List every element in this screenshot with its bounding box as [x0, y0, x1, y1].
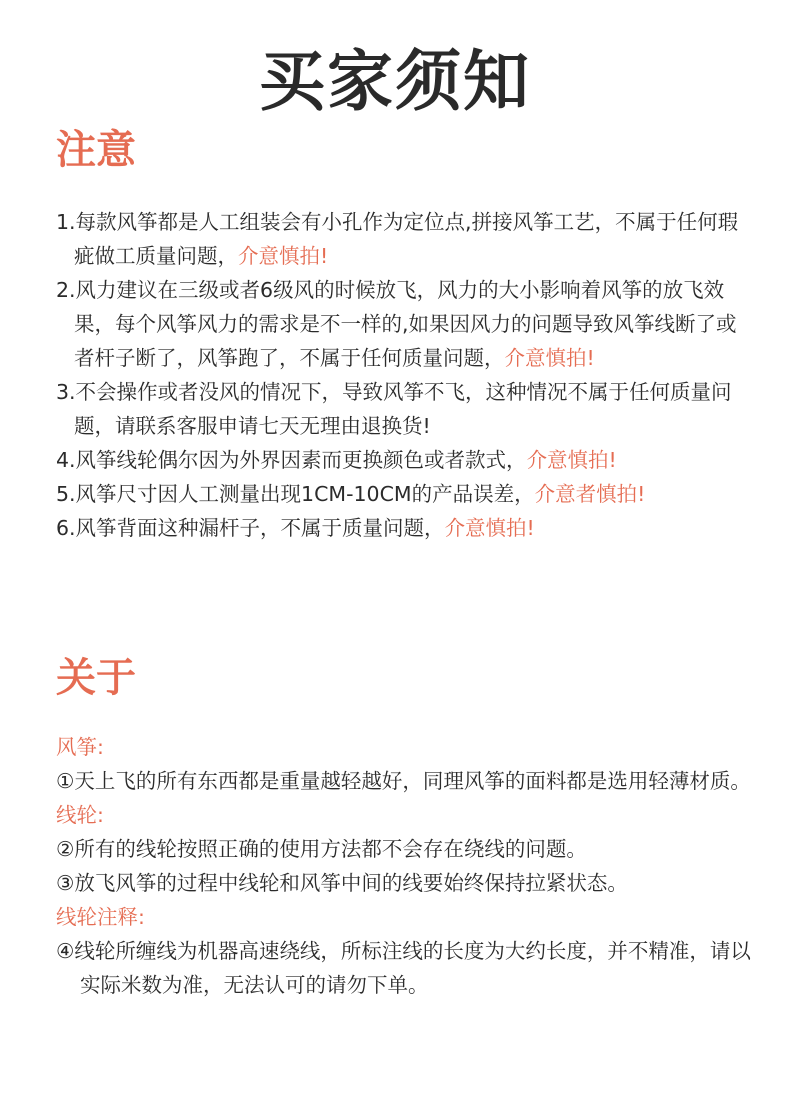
- notice-item-text: 2.风力建议在三级或者6级风的时候放飞，风力的大小影响着风筝的放飞效果，每个风筝风力的需求是不一样的,如果因风力的问题导致风筝线断了或者杆子断了，风筝跑了，不属于任何质量问题，: [56, 278, 737, 370]
- notice-list: [56, 205, 756, 545]
- notice-item-5: [56, 477, 756, 511]
- notice-item-highlight: 介意慎拍!: [504, 346, 595, 370]
- notice-item-highlight: 介意慎拍!: [526, 448, 617, 472]
- notice-item-highlight: 介意慎拍!: [238, 244, 329, 268]
- notice-item-3: [56, 375, 756, 443]
- notice-item-text: 4.风筝线轮偶尔因为外界因素而更换颜色或者款式，: [56, 448, 527, 472]
- about-heading: 关于: [56, 654, 136, 701]
- notice-item-6: [56, 511, 756, 545]
- notice-item-highlight: 介意慎拍!: [444, 516, 535, 540]
- reel-note-item-4: ④线轮所缠线为机器高速绕线，所标注线的长度为大约长度，并不精准，请以实际米数为准，无法认可的请勿下单。: [56, 939, 751, 997]
- reel-label: 线轮:: [56, 803, 104, 827]
- notice-item-text: 3.不会操作或者没风的情况下，导致风筝不飞，这种情况不属于任何质量问题，请联系客服申请七天无理由退换货!: [56, 380, 732, 438]
- notice-item-text: 1.每款风筝都是人工组装会有小孔作为定位点,拼接风筝工艺，不属于任何瑕疵做工质量问题，: [56, 210, 739, 268]
- notice-item-2: [56, 273, 756, 375]
- notice-item-text: 6.风筝背面这种漏杆子，不属于质量问题，: [56, 516, 445, 540]
- reel-note-label: 线轮注释:: [56, 905, 145, 929]
- kite-label: 风筝:: [56, 735, 104, 759]
- notice-item-1: [56, 205, 756, 273]
- notice-item-text: 5.风筝尺寸因人工测量出现1CM-10CM的产品误差，: [56, 482, 535, 506]
- notice-heading: 注意: [56, 126, 136, 173]
- kite-item-1: ①天上飞的所有东西都是重量越轻越好，同理风筝的面料都是选用轻薄材质。: [56, 769, 751, 793]
- notice-item-highlight: 介意者慎拍!: [534, 482, 646, 506]
- about-list: [56, 730, 756, 1002]
- reel-item-2: ②所有的线轮按照正确的使用方法都不会存在绕线的问题。: [56, 837, 587, 861]
- notice-item-4: [56, 443, 756, 477]
- reel-item-3: ③放飞风筝的过程中线轮和风筝中间的线要始终保持拉紧状态。: [56, 871, 628, 895]
- page-title: 买家须知: [259, 42, 531, 120]
